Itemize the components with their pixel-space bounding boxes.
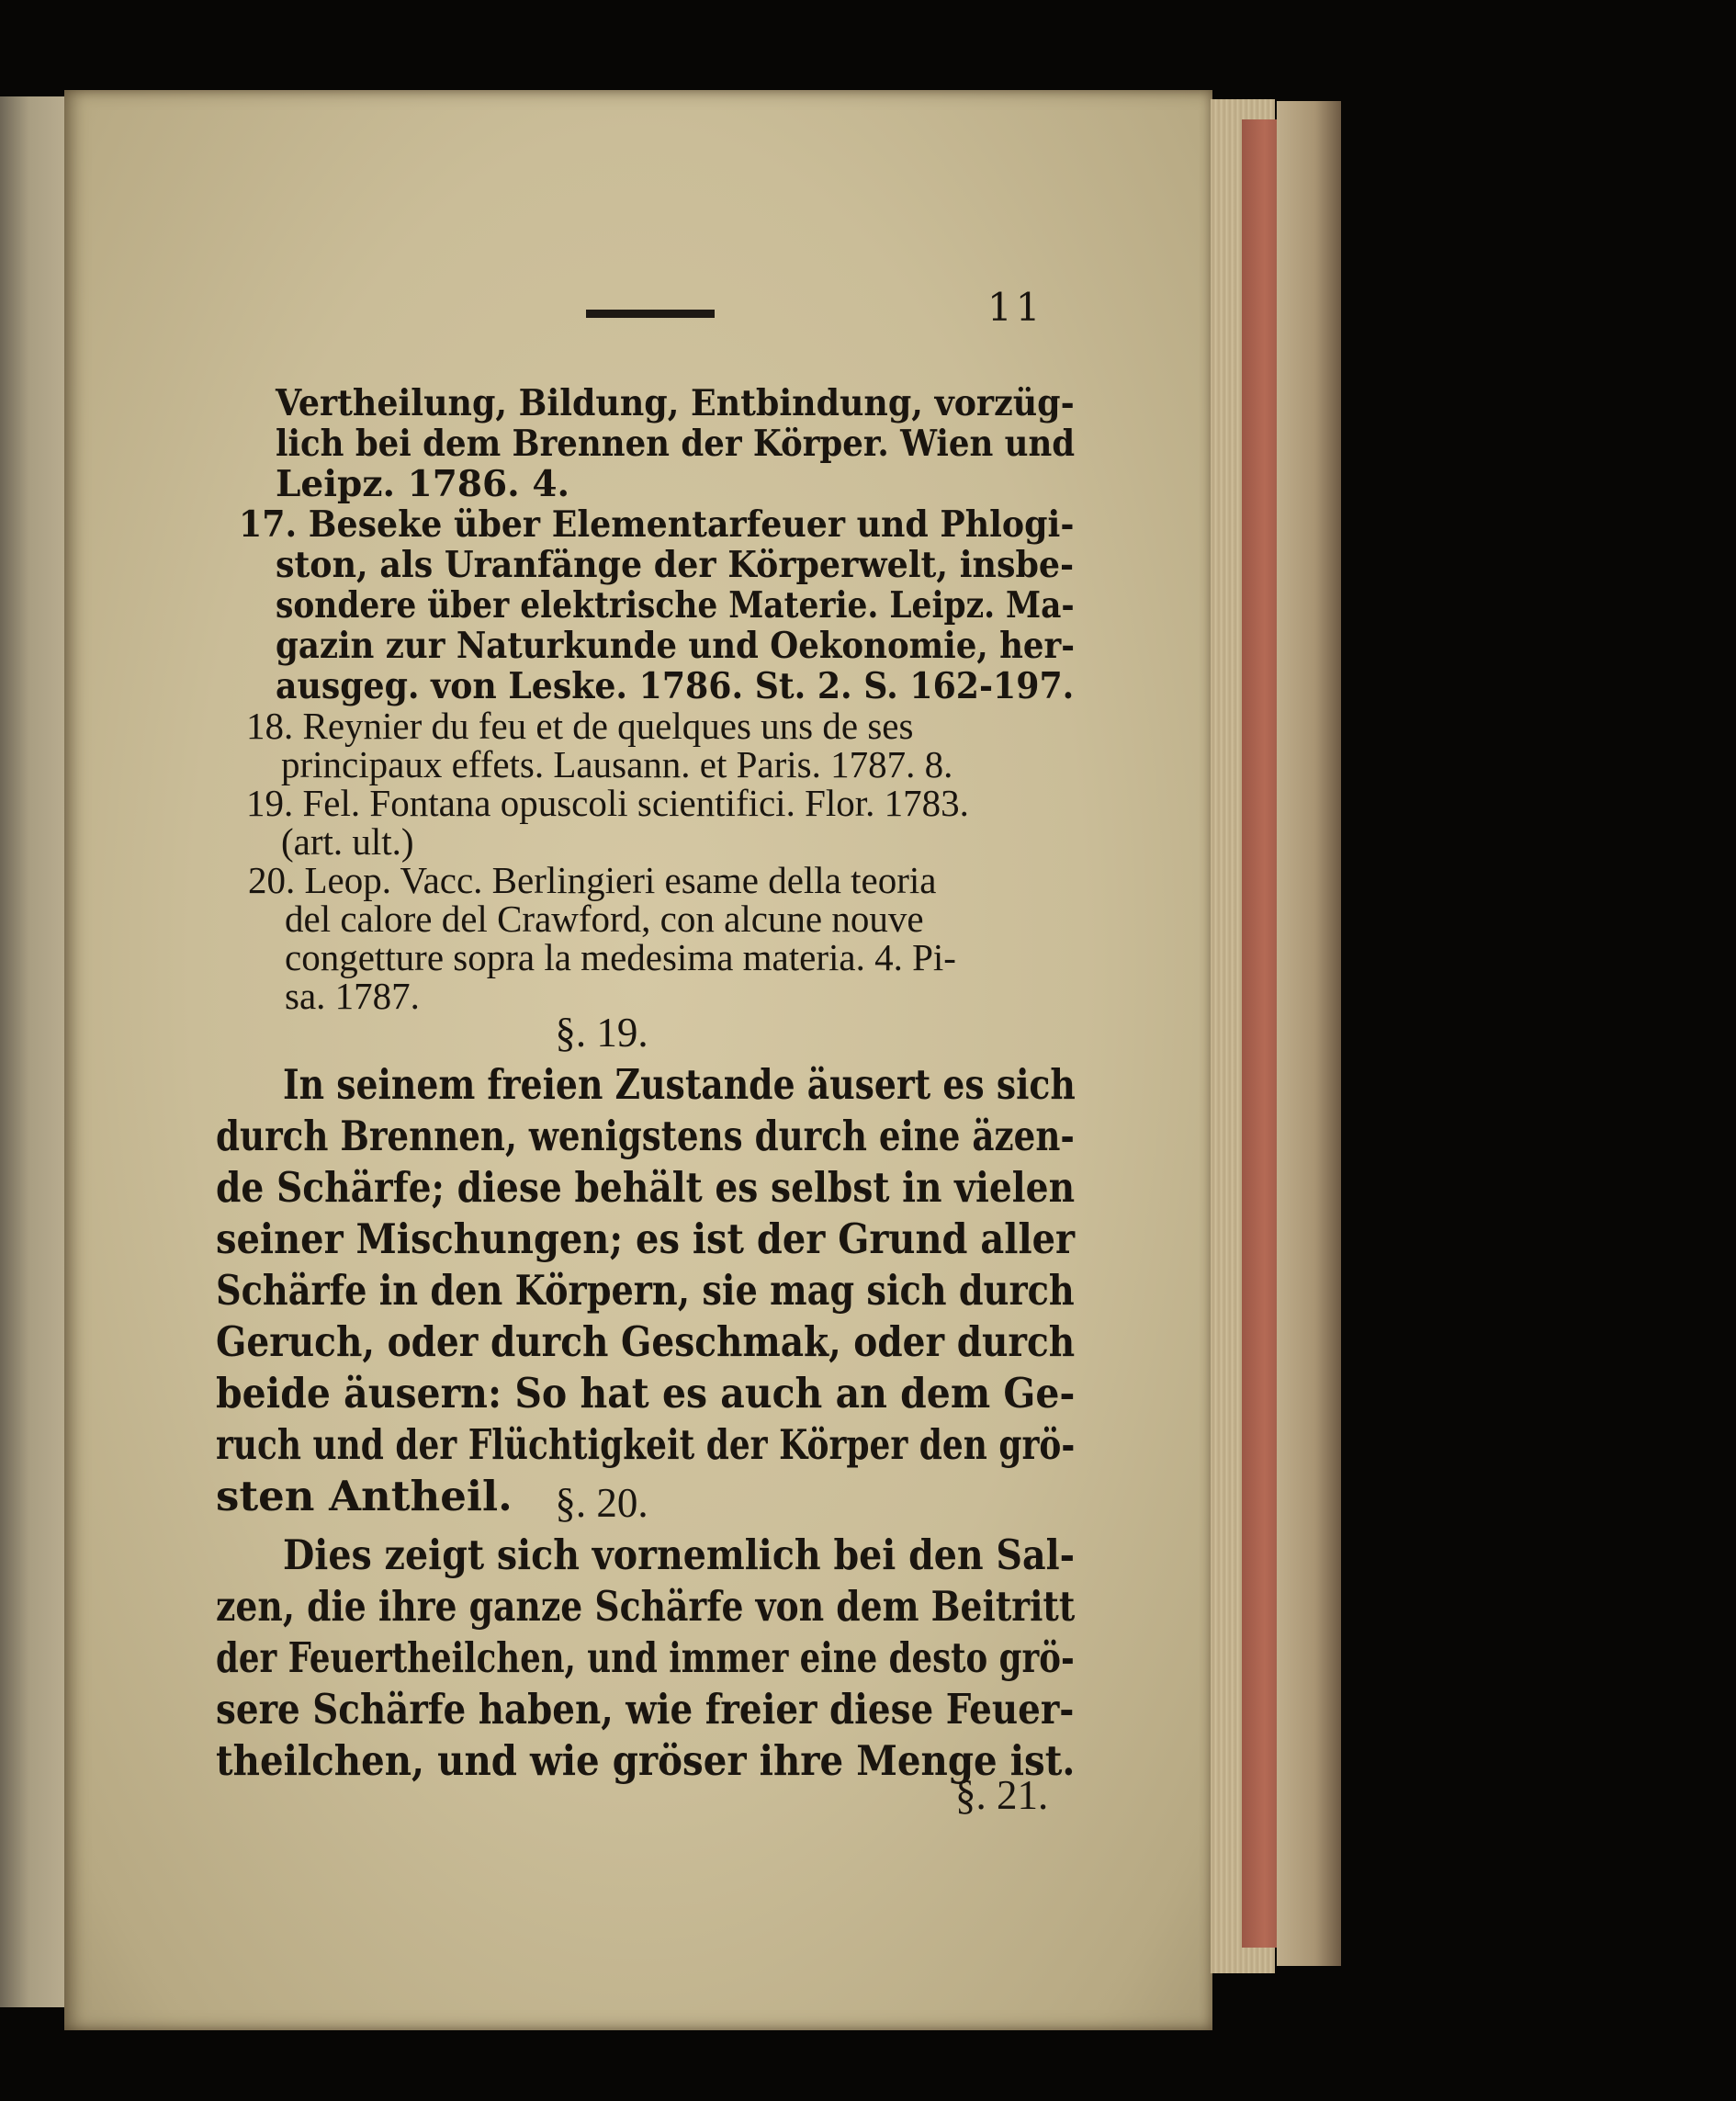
paragraph-line: seiner Mischungen; es ist der Grund aller (216, 1214, 1076, 1263)
reference-line: sondere über elektrische Materie. Leipz. Ma- (276, 584, 1075, 627)
header-ornament-rule (586, 310, 715, 318)
book-cover-edge (1277, 101, 1341, 1966)
paragraph-line: ruch und der Flüchtigkeit der Körper den grö- (216, 1420, 1076, 1469)
paragraph-line: Dies zeigt sich vornemlich bei den Sal- (283, 1531, 1076, 1579)
page-number: 11 (987, 285, 1044, 330)
reference-line: 20. Leop. Vacc. Berlingieri esame della teoria (248, 859, 937, 901)
paragraph-line: beide äusern: So hat es auch an dem Ge- (216, 1369, 1076, 1418)
section-heading-20: §. 20. (555, 1480, 648, 1526)
reference-line: (art. ult.) (281, 820, 414, 863)
paragraph-line: durch Brennen, wenigstens durch eine äzen- (216, 1112, 1075, 1160)
reference-line: 18. Reynier du feu et de quelques uns de ses (246, 705, 914, 747)
paragraph-line: sten Antheil. (216, 1472, 513, 1520)
paragraph-line: de Schärfe; diese behält es selbst in vielen (216, 1163, 1076, 1212)
paragraph-line: Geruch, oder durch Geschmak, oder durch (216, 1317, 1076, 1366)
paragraph-line: zen, die ihre ganze Schärfe von dem Beitritt (216, 1582, 1076, 1631)
reference-line: lich bei dem Brennen der Körper. Wien und (276, 423, 1076, 465)
reference-line: sa. 1787. (285, 975, 420, 1017)
catchword: §. 21. (955, 1772, 1049, 1818)
reference-line: del calore del Crawford, con alcune nouve (285, 898, 924, 940)
reference-line: Leipz. 1786. 4. (276, 463, 570, 505)
paragraph-line: theilchen, und wie gröser ihre Menge ist. (216, 1736, 1076, 1785)
paragraph-line: der Feuertheilchen, und immer eine desto grö- (216, 1633, 1075, 1682)
reference-line: principaux effets. Lausann. et Paris. 1787. 8. (281, 743, 953, 785)
paragraph-line: In seinem freien Zustande äusert es sich (283, 1060, 1076, 1109)
reference-line: 19. Fel. Fontana opuscoli scientifici. Flor. 1783. (246, 782, 969, 824)
reference-line: congetture sopra la medesima materia. 4. Pi- (285, 936, 956, 978)
reference-line: Vertheilung, Bildung, Entbindung, vorzüg- (276, 382, 1075, 424)
reference-line: ausgeg. von Leske. 1786. St. 2. S. 162-197. (276, 665, 1075, 707)
section-heading-19: §. 19. (555, 1010, 648, 1056)
book-page (64, 90, 1212, 2030)
reference-line: 17. Beseke über Elementarfeuer und Phlogi- (239, 503, 1075, 546)
paragraph-line: sere Schärfe haben, wie freier diese Feuer- (216, 1685, 1075, 1734)
reference-line: gazin zur Naturkunde und Oekonomie, her- (276, 625, 1076, 667)
paragraph-line: Schärfe in den Körpern, sie mag sich durch (216, 1266, 1075, 1315)
reference-line: ston, als Uranfänge der Körperwelt, insbe- (276, 544, 1075, 586)
